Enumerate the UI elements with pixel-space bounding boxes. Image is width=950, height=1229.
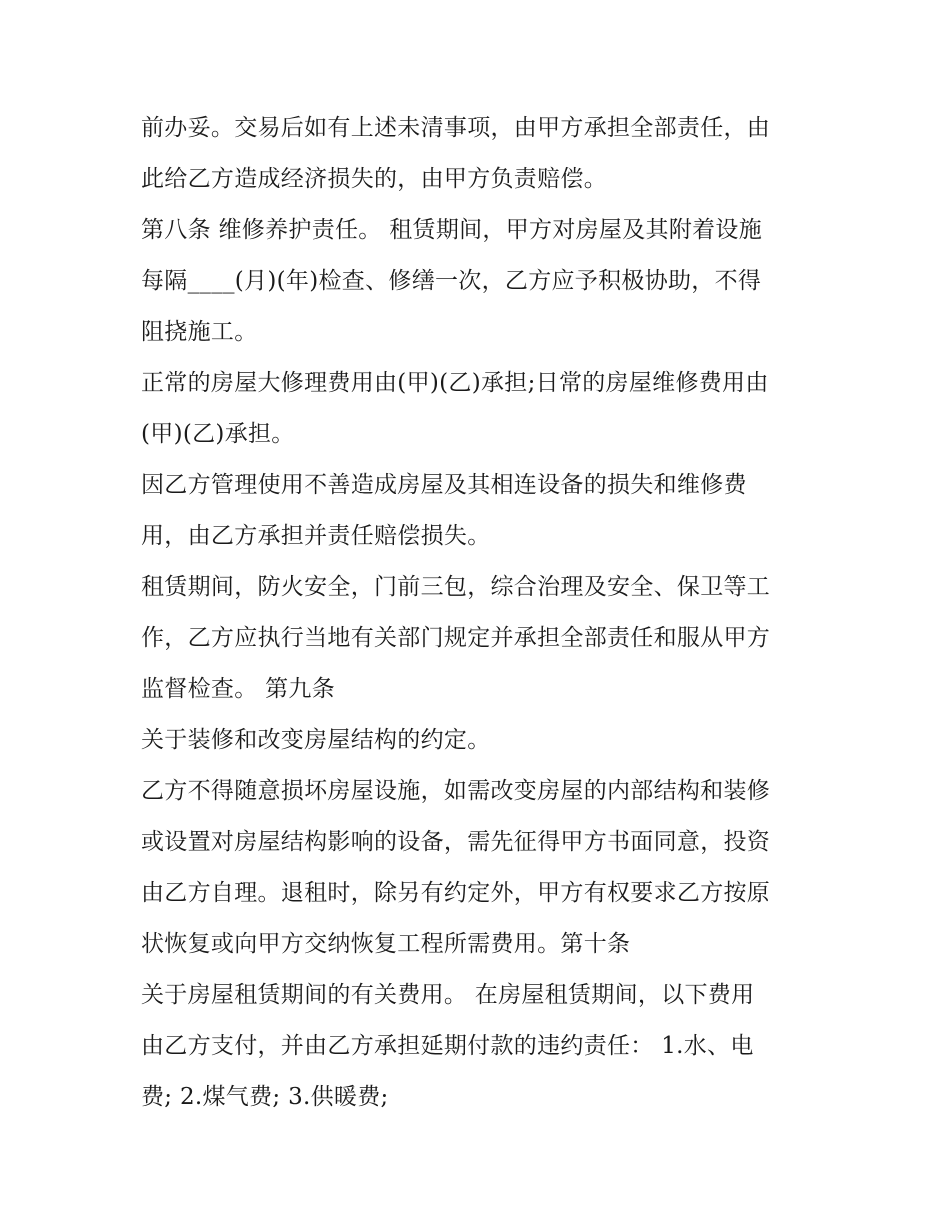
text-line: 费; 2.煤气费; 3.供暖费; bbox=[141, 1084, 389, 1110]
text-line: 监督检查。 第九条 bbox=[141, 676, 336, 702]
text-line: 乙方不得随意损坏房屋设施，如需改变房屋的内部结构和装修 bbox=[141, 778, 771, 804]
text-line: (甲)(乙)承担。 bbox=[141, 421, 295, 447]
text-line: 正常的房屋大修理费用由(甲)(乙)承担;日常的房屋维修费用由 bbox=[141, 370, 769, 396]
text-line: 第八条 维修养护责任。 租赁期间，甲方对房屋及其附着设施 bbox=[141, 217, 763, 243]
text-line: 阻挠施工。 bbox=[141, 319, 258, 345]
text-line: 用，由乙方承担并责任赔偿损失。 bbox=[141, 523, 491, 549]
text-line: 租赁期间，防火安全，门前三包，综合治理及安全、保卫等工 bbox=[141, 574, 771, 600]
text-line: 由乙方自理。退租时，除另有约定外，甲方有权要求乙方按原 bbox=[141, 880, 771, 906]
text-line: 每隔____(月)(年)检查、修缮一次，乙方应予积极协助，不得 bbox=[141, 268, 762, 294]
document-body bbox=[141, 103, 821, 1123]
text-line: 关于装修和改变房屋结构的约定。 bbox=[141, 727, 491, 753]
text-line: 状恢复或向甲方交纳恢复工程所需费用。第十条 bbox=[141, 931, 631, 957]
text-line: 或设置对房屋结构影响的设备，需先征得甲方书面同意，投资 bbox=[141, 829, 771, 855]
text-line: 作，乙方应执行当地有关部门规定并承担全部责任和服从甲方 bbox=[141, 625, 771, 651]
text-line: 由乙方支付，并由乙方承担延期付款的违约责任： 1.水、电 bbox=[141, 1033, 754, 1059]
text-line: 此给乙方造成经济损失的，由甲方负责赔偿。 bbox=[141, 166, 607, 192]
text-line: 前办妥。交易后如有上述未清事项，由甲方承担全部责任，由 bbox=[141, 115, 771, 141]
text-line: 因乙方管理使用不善造成房屋及其相连设备的损失和维修费 bbox=[141, 472, 747, 498]
text-line: 关于房屋租赁期间的有关费用。 在房屋租赁期间，以下费用 bbox=[141, 982, 755, 1008]
